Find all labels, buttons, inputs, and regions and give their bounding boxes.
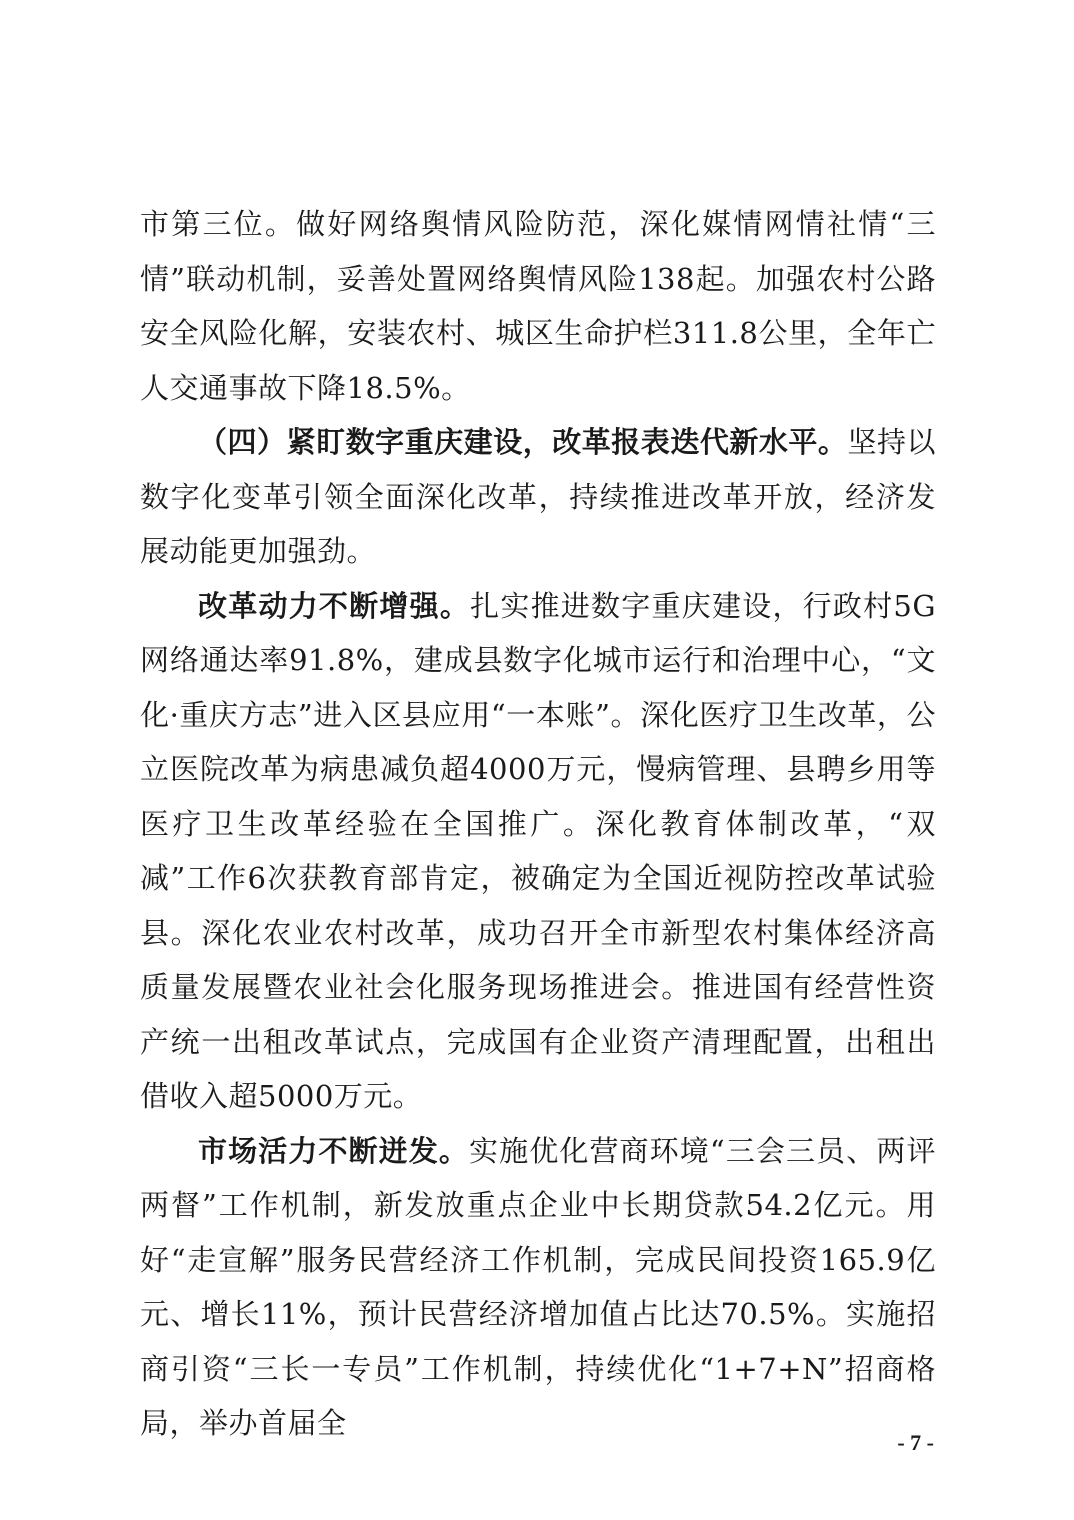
paragraph-3-lead: 改革动力不断增强。: [198, 588, 471, 623]
paragraph-1: [140, 197, 936, 415]
paragraph-3: [140, 579, 936, 1124]
paragraph-4-lead: 市场活力不断迸发。: [198, 1133, 469, 1168]
paragraph-4: [140, 1124, 936, 1451]
paragraph-2-body: 坚持以数字化变革引领全面深化改革，持续推进改革开放，经济发展动能更加强劲。: [140, 425, 936, 568]
paragraph-2: [140, 415, 936, 579]
paragraph-1-body: 市第三位。做好网络舆情风险防范，深化媒情网情社情“三情”联动机制，妥善处置网络舆情风险138起。加强农村公路安全风险化解，安装农村、城区生命护栏311.8公里，全年亡人交通事故下降18.5%。: [140, 207, 936, 405]
page-number: - 7 -: [897, 1430, 934, 1455]
body-text: [140, 197, 936, 1451]
paragraph-3-body: 扎实推进数字重庆建设，行政村5G网络通达率91.8%，建成县数字化城市运行和治理中心，“文化·重庆方志”进入区县应用“一本账”。深化医疗卫生改革，公立医院改革为病患减负超4000万元，慢病管理、县聘乡用等医疗卫生改革经验在全国推广。深化教育体制改革，“双减”工作6次获教育部肯定，被确定为全国近视防控改革试验县。深化农业农村改革，成功召开全市新型农村集体经济高质量发展暨农业社会化服务现场推进会。推进国有经营性资产统一出租改革试点，完成国有企业资产清理配置，出租出借收入超5000万元。: [140, 588, 936, 1113]
paragraph-4-body: 实施优化营商环境“三会三员、两评两督”工作机制，新发放重点企业中长期贷款54.2亿元。用好“走宣解”服务民营经济工作机制，完成民间投资165.9亿元、增长11%，预计民营经济增加值占比达70.5%。实施招商引资“三长一专员”工作机制，持续优化“1+7+N”招商格局，举办首届全: [140, 1133, 936, 1440]
paragraph-2-lead: （四）紧盯数字重庆建设，改革报表迭代新水平。: [198, 425, 848, 459]
